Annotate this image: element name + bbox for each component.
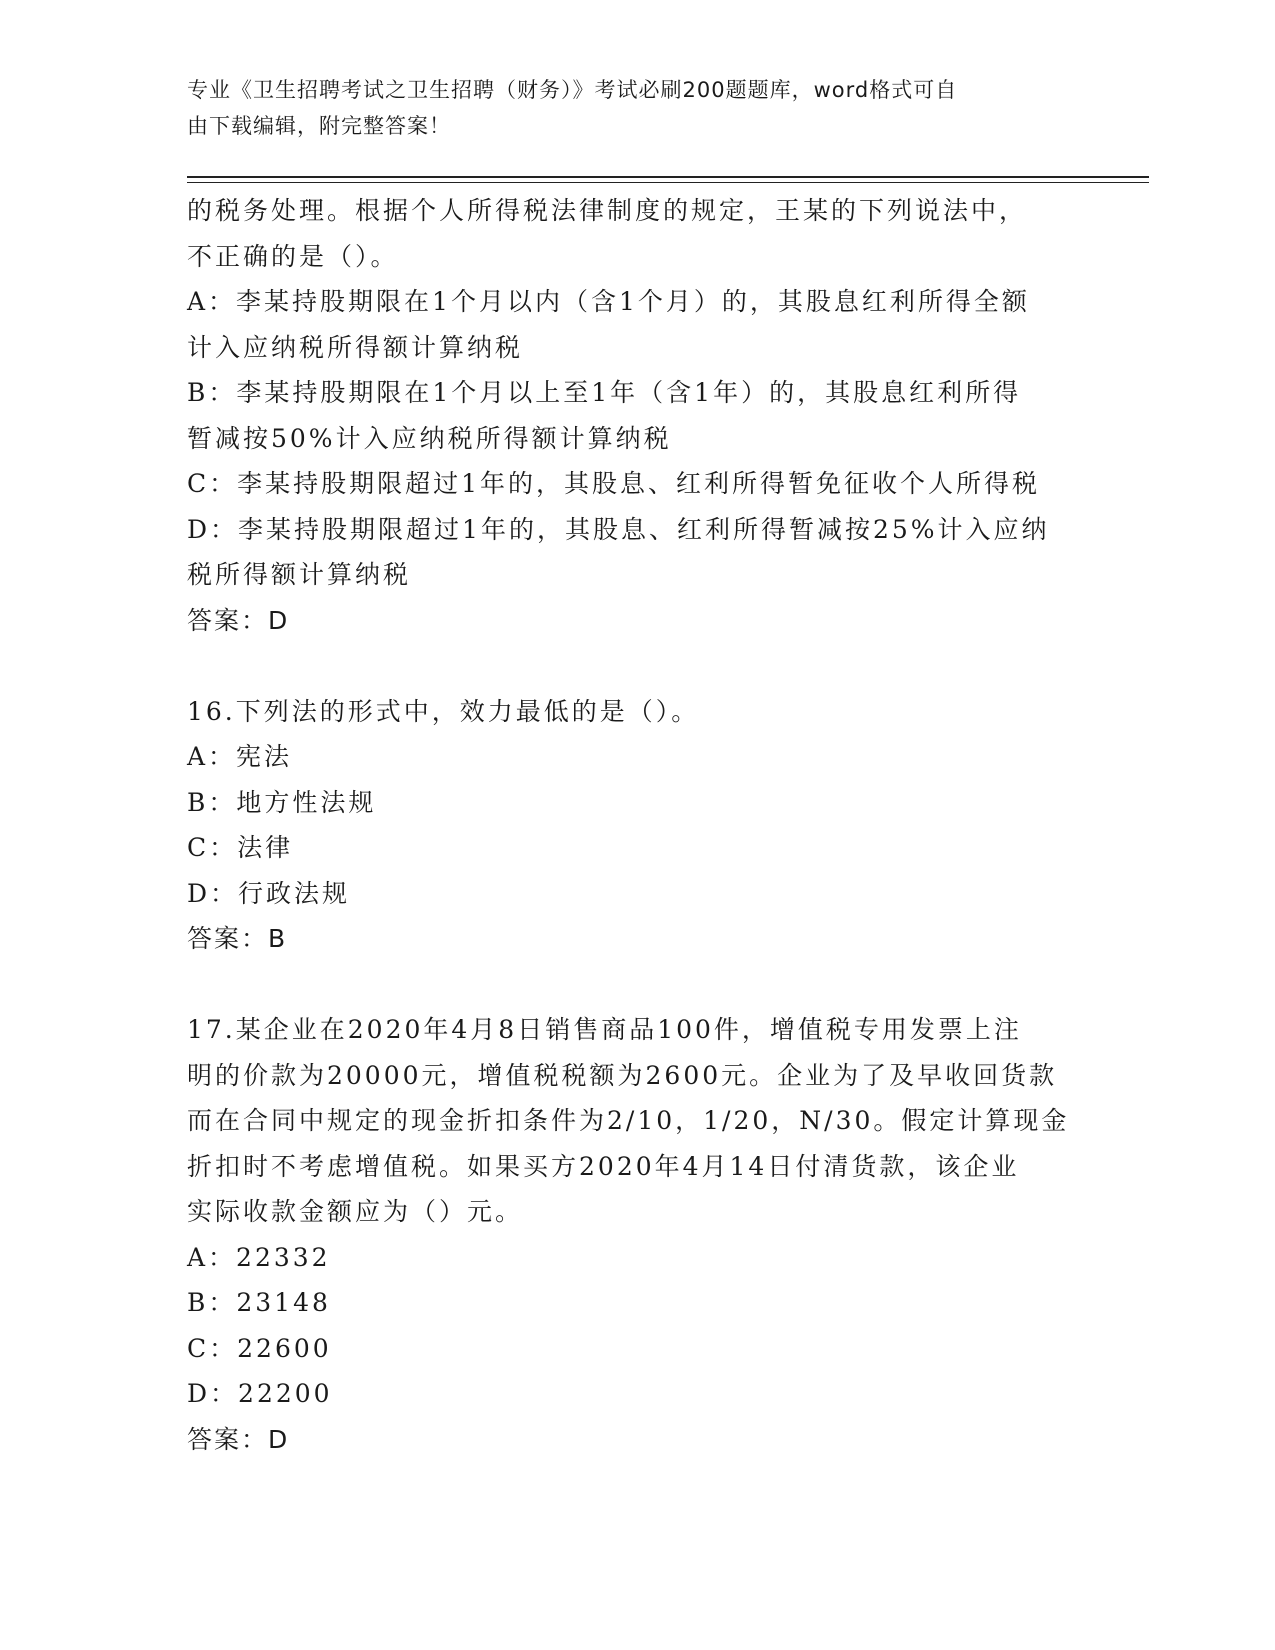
question-stem-line: 的税务处理。根据个人所得税法律制度的规定，王某的下列说法中， <box>187 196 1028 225</box>
option-d-line: D：李某持股期限超过1年的，其股息、红利所得暂减按25%计入应纳 <box>187 514 1050 544</box>
spacer <box>187 962 1087 1008</box>
header-line-2: 由下载编辑，附完整答案！ <box>187 114 451 138</box>
document-body <box>187 188 1087 1462</box>
question-17 <box>187 1007 1087 1462</box>
question-stem-line: 折扣时不考虑增值税。如果买方2020年4月14日付清货款，该企业 <box>187 1151 1020 1181</box>
option-b-line: B：23148 <box>187 1288 331 1317</box>
option-b-line: 暂减按50%计入应纳税所得额计算纳税 <box>187 423 672 453</box>
option-c-line: C：22600 <box>187 1333 332 1363</box>
option-a-line: A：李某持股期限在1个月以内（含1个月）的，其股息红利所得全额 <box>187 287 1030 316</box>
question-stem-line: 16.下列法的形式中，效力最低的是（）。 <box>187 696 700 726</box>
option-d-line: D：行政法规 <box>187 878 351 908</box>
question-15 <box>187 188 1087 643</box>
option-a-line: A：22332 <box>187 1242 331 1272</box>
answer-line: 答案：D <box>187 605 290 635</box>
question-16 <box>187 689 1087 962</box>
header-line-1: 专业《卫生招聘考试之卫生招聘（财务）》考试必刷200题题库，word格式可自 <box>187 78 958 102</box>
question-stem-line: 而在合同中规定的现金折扣条件为2/10，1/20，N/30。假定计算现金 <box>187 1106 1070 1135</box>
option-d-line: 税所得额计算纳税 <box>187 560 412 589</box>
option-c-line: C：法律 <box>187 833 294 862</box>
question-stem-line: 明的价款为20000元，增值税税额为2600元。企业为了及早收回货款 <box>187 1060 1058 1090</box>
option-a-line: 计入应纳税所得额计算纳税 <box>187 332 524 362</box>
header-divider-thin <box>187 182 1149 183</box>
answer-line: 答案：B <box>187 924 288 953</box>
option-d-line: D：22200 <box>187 1379 333 1408</box>
answer-line: 答案：D <box>187 1424 290 1454</box>
option-b-line: B：地方性法规 <box>187 787 377 817</box>
spacer <box>187 643 1087 689</box>
option-b-line: B：李某持股期限在1个月以上至1年（含1年）的，其股息红利所得 <box>187 378 1022 407</box>
header-divider-thick <box>187 176 1149 178</box>
question-stem-line: 实际收款金额应为（）元。 <box>187 1197 524 1226</box>
question-stem-line: 不正确的是（）。 <box>187 241 399 271</box>
option-c-line: C：李某持股期限超过1年的，其股息、红利所得暂免征收个人所得税 <box>187 469 1041 498</box>
document-header <box>187 72 1067 144</box>
question-stem-line: 17.某企业在2020年4月8日销售商品100件，增值税专用发票上注 <box>187 1015 1022 1044</box>
option-a-line: A：宪法 <box>187 742 293 771</box>
